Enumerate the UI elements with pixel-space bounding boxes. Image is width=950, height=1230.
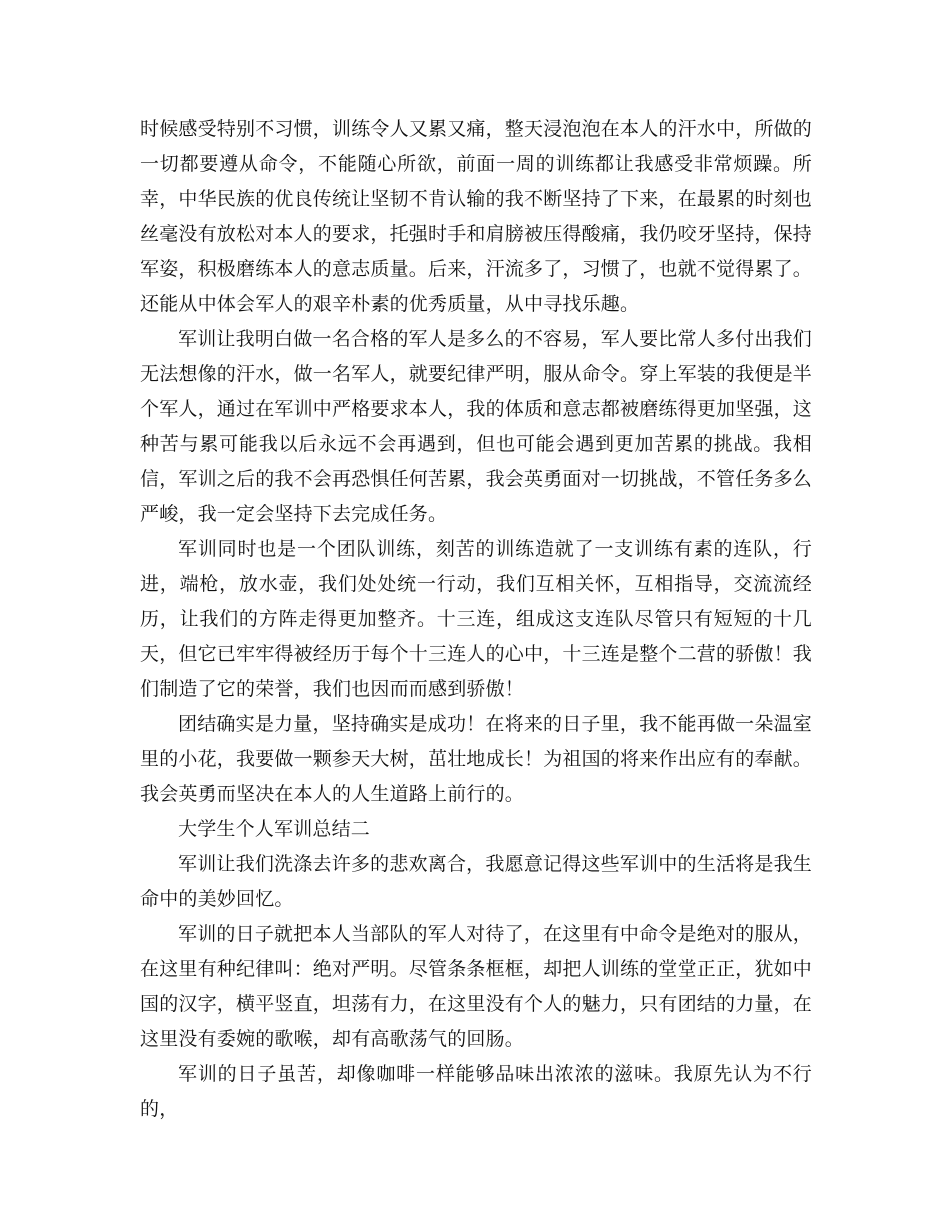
paragraph-unity-strength: 团结确实是力量，坚持确实是成功！在将来的日子里，我不能再做一朵温室里的小花，我要做一颗参天大树，茁壮地成长！为祖国的将来作出应有的奉献。我会英勇而坚决在本人的人生道路上前行的。 — [140, 713, 813, 805]
paragraph-army-life: 军训的日子就把本人当部队的军人对待了，在这里有中命令是绝对的服从，在这里有种纪律叫：绝对严明。尽管条条框框，却把人训练的堂堂正正，犹如中国的汉字，横平竖直，坦荡有力，在这里没有个人的魅力，只有团结的力量，在这里没有委婉的歌喉，却有高歌荡气的回肠。 — [140, 923, 813, 1050]
paragraph-memories: 军训让我们洗涤去许多的悲欢离合，我愿意记得这些军训中的生活将是我生命中的美妙回忆。 — [140, 853, 812, 910]
paragraph-team-training: 军训同时也是一个团队训练，刻苦的训练造就了一支训练有素的连队，行进，端枪，放水壶，我们处处统一行动，我们互相关怀，互相指导，交流流经历，让我们的方阵走得更加整齐。十三连，组成这支连队尽管只有短短的十几天，但它已牢牢得被经历于每个十三连人的心中，十三连是整个二营的骄傲！我们制造了它的荣誉，我们也因而而感到骄傲！ — [140, 538, 813, 700]
paragraph-military-discipline: 军训让我明白做一名合格的军人是多么的不容易，军人要比常人多付出我们无法想像的汗水，做一名军人，就要纪律严明，服从命令。穿上军装的我便是半个军人，通过在军训中严格要求本人，我的体质和意志都被磨练得更加坚强，这种苦与累可能我以后永远不会再遇到，但也可能会遇到更加苦累的挑战。我相信，军训之后的我不会再恐惧任何苦累，我会英勇面对一切挑战，不管任务多么严峻，我一定会坚持下去完成任务。 — [140, 328, 813, 525]
document-body — [140, 112, 812, 1127]
section-heading: 大学生个人军训总结二 — [178, 818, 371, 840]
paragraph-coffee-metaphor: 军训的日子虽苦，却像咖啡一样能够品味出浓浓的滋味。我原先认为不行的， — [140, 1063, 812, 1120]
paragraph-continuation: 时候感受特别不习惯，训练令人又累又痛，整天浸泡泡在本人的汗水中，所做的一切都要遵从命令，不能随心所欲，前面一周的训练都让我感受非常烦躁。所幸，中华民族的优良传统让坚韧不肯认输的我不断坚持了下来，在最累的时刻也丝毫没有放松对本人的要求，托强时手和肩膀被压得酸痛，我仍咬牙坚持，保持军姿，积极磨练本人的意志质量。后来，汗流多了，习惯了，也就不觉得累了。还能从中体会军人的艰辛朴素的优秀质量，从中寻找乐趣。 — [140, 118, 813, 315]
